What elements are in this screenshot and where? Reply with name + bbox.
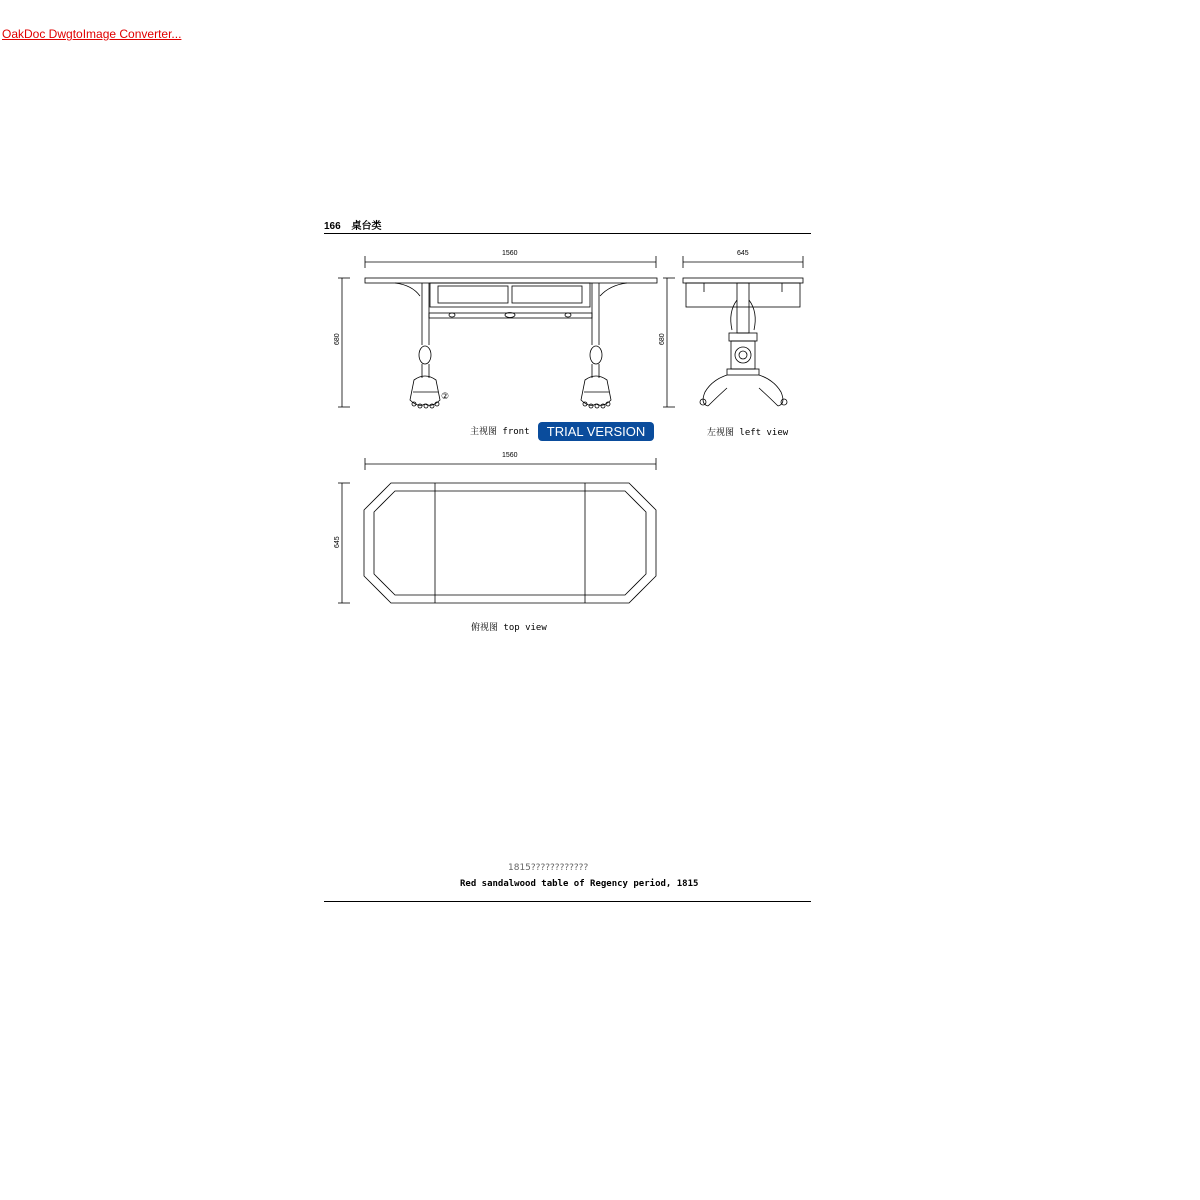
page-category: 桌台类 xyxy=(351,221,382,232)
front-view xyxy=(334,250,657,408)
caption-cn: 1815???????????? xyxy=(508,863,589,873)
top-view xyxy=(334,452,656,603)
trial-link[interactable]: OakDoc DwgtoImage Converter... xyxy=(2,27,182,41)
left-view-caption: 左视图 left view xyxy=(707,428,789,438)
top-width-dim: 1560 xyxy=(502,452,518,459)
top-view-caption: 俯视图 top view xyxy=(471,623,547,633)
left-view xyxy=(659,250,803,407)
page-number: 166 xyxy=(324,221,341,232)
side-height-dim: 680 xyxy=(659,333,666,345)
front-height-dim: 680 xyxy=(334,333,341,345)
front-view-caption: 主视图 front xyxy=(470,427,530,437)
top-depth-dim: 645 xyxy=(334,536,341,548)
trial-watermark: TRIAL VERSION xyxy=(538,422,654,441)
side-width-dim: 645 xyxy=(737,250,749,257)
front-width-dim: 1560 xyxy=(502,250,518,257)
caption-en: Red sandalwood table of Regency period, 1815 xyxy=(460,879,699,889)
callout-marker: ② xyxy=(441,392,450,402)
